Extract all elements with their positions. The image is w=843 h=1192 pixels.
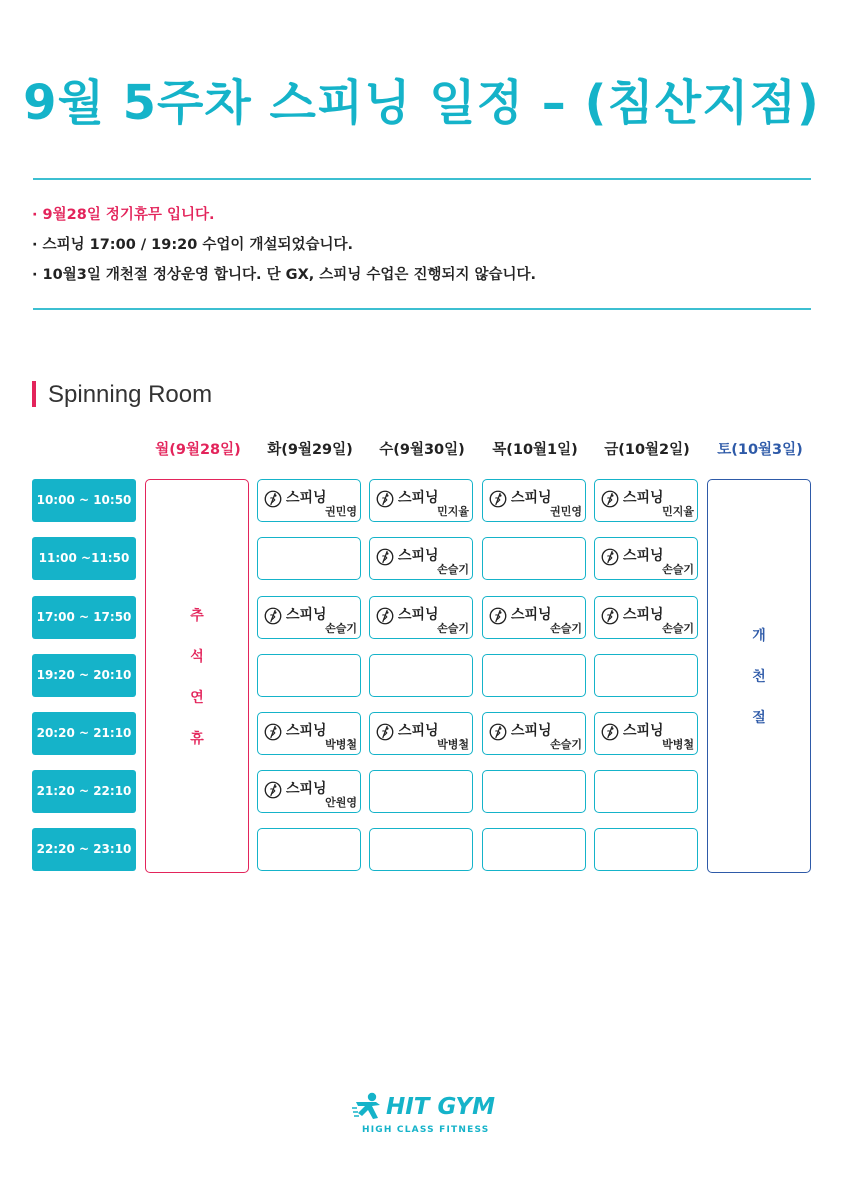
instructor-name: 안원영 [325,796,357,809]
hitgym-logo [352,1090,502,1140]
bike-icon [264,607,282,625]
instructor-name: 손슬기 [662,622,694,635]
time-slot-label: 19:20 ~ 20:10 [32,654,136,697]
holiday-char: 연 [190,690,204,706]
instructor-name: 권민영 [550,505,582,518]
class-name: 스피닝 [623,723,664,739]
section-title [32,378,212,412]
instructor-name: 권민영 [325,505,357,518]
class-slot [369,479,473,522]
instructor-name: 박병철 [437,738,469,751]
class-slot [369,537,473,580]
empty-slot [594,654,698,697]
instructor-name: 손슬기 [437,622,469,635]
bike-icon [264,723,282,741]
instructor-name: 손슬기 [550,622,582,635]
holiday-column-saturday [707,479,811,873]
section-accent-bar [32,381,36,407]
bike-icon [264,781,282,799]
divider-bottom [33,308,811,310]
class-slot [369,596,473,639]
bike-icon [601,548,619,566]
class-slot [482,712,586,755]
day-header: 수(9월30일) [379,442,465,458]
instructor-name: 박병철 [325,738,357,751]
class-slot [257,770,361,813]
instructor-name: 손슬기 [550,738,582,751]
instructor-name: 손슬기 [325,622,357,635]
class-slot [594,479,698,522]
holiday-column-monday [145,479,249,873]
notice-item: · 9월28일 정기휴무 입니다. [32,207,215,223]
bike-icon [376,490,394,508]
day-header: 목(10월1일) [492,442,578,458]
time-slot-label: 22:20 ~ 23:10 [32,828,136,871]
class-slot [594,712,698,755]
class-name: 스피닝 [398,723,439,739]
empty-slot [257,537,361,580]
class-slot [594,596,698,639]
empty-slot [257,828,361,871]
holiday-char: 천 [752,669,766,685]
day-header: 토(10월3일) [717,442,803,458]
class-slot [257,596,361,639]
time-slot-label: 21:20 ~ 22:10 [32,770,136,813]
class-name: 스피닝 [398,548,439,564]
class-name: 스피닝 [398,490,439,506]
bike-icon [489,607,507,625]
logo-brand: HIT GYM [386,1094,495,1120]
holiday-char: 절 [752,710,766,726]
bike-icon [376,723,394,741]
bike-icon [376,607,394,625]
instructor-name: 민지율 [437,505,469,518]
page-title: 9월 5주차 스피닝 일정 – (침산지점) [23,75,820,131]
class-name: 스피닝 [286,723,327,739]
notice-list [32,202,536,292]
instructor-name: 손슬기 [437,563,469,576]
empty-slot [594,770,698,813]
day-header: 금(10월2일) [604,442,690,458]
empty-slot [482,654,586,697]
class-name: 스피닝 [511,607,552,623]
empty-slot [482,828,586,871]
runner-icon [352,1092,386,1122]
logo-tagline: HIGH CLASS FITNESS [362,1125,490,1135]
bike-icon [601,607,619,625]
class-name: 스피닝 [398,607,439,623]
class-name: 스피닝 [511,723,552,739]
class-slot [369,712,473,755]
time-slot-label: 10:00 ~ 10:50 [32,479,136,522]
class-name: 스피닝 [623,490,664,506]
class-name: 스피닝 [623,548,664,564]
notice-item: · 스피닝 17:00 / 19:20 수업이 개설되었습니다. [32,237,354,253]
empty-slot [594,828,698,871]
day-header: 월(9월28일) [155,442,241,458]
time-slot-label: 17:00 ~ 17:50 [32,596,136,639]
empty-slot [369,828,473,871]
empty-slot [369,770,473,813]
empty-slot [257,654,361,697]
section-title-text: Spinning Room [48,381,213,408]
holiday-char: 석 [190,649,204,665]
instructor-name: 손슬기 [662,563,694,576]
day-header: 화(9월29일) [267,442,353,458]
class-name: 스피닝 [286,607,327,623]
empty-slot [369,654,473,697]
time-slot-label: 20:20 ~ 21:10 [32,712,136,755]
empty-slot [482,537,586,580]
bike-icon [601,723,619,741]
class-slot [594,537,698,580]
holiday-char: 휴 [190,731,204,747]
class-slot [257,479,361,522]
notice-item: · 10월3일 개천절 정상운영 합니다. 단 GX, 스피닝 수업은 진행되지 않습니다. [32,267,537,283]
bike-icon [489,490,507,508]
class-name: 스피닝 [511,490,552,506]
holiday-char: 개 [752,628,766,644]
class-name: 스피닝 [286,781,327,797]
class-name: 스피닝 [286,490,327,506]
class-slot [257,712,361,755]
class-slot [482,479,586,522]
bike-icon [264,490,282,508]
holiday-char: 추 [190,608,204,624]
bike-icon [601,490,619,508]
time-slot-label: 11:00 ~11:50 [32,537,136,580]
bike-icon [489,723,507,741]
class-slot [482,596,586,639]
instructor-name: 민지율 [662,505,694,518]
class-name: 스피닝 [623,607,664,623]
divider-top [33,178,811,180]
empty-slot [482,770,586,813]
bike-icon [376,548,394,566]
instructor-name: 박병철 [662,738,694,751]
